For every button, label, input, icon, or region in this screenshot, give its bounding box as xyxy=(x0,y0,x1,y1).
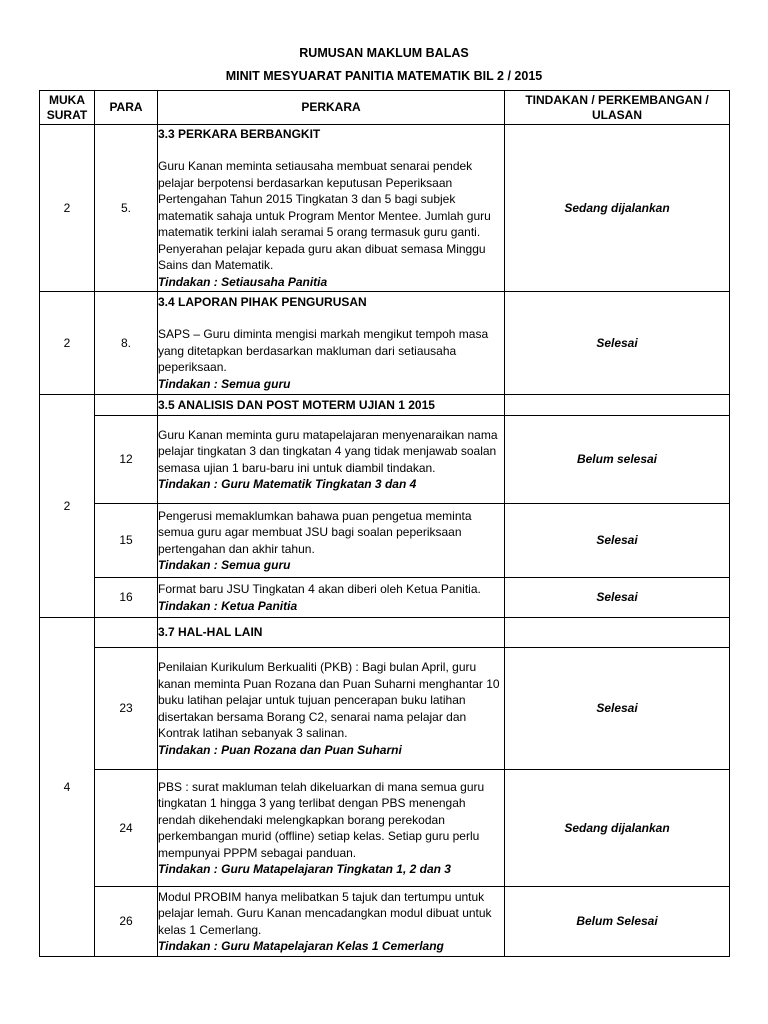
table-row xyxy=(40,770,730,887)
status-cell: Belum Selesai xyxy=(505,887,730,957)
muka-surat-cell: 2 xyxy=(40,395,95,618)
status-cell: Belum selesai xyxy=(505,416,730,504)
action-text: Tindakan : Guru Matematik Tingkatan 3 dan 4 xyxy=(158,477,417,491)
muka-surat-cell: 2 xyxy=(40,125,95,292)
para-cell: 8. xyxy=(95,292,158,395)
perkara-text: SAPS – Guru diminta mengisi markah mengikut tempoh masa yang ditetapkan berdasarkan makluman dari setiausaha peperiksaan. xyxy=(158,327,489,375)
perkara-text: Guru Kanan meminta setiausaha membuat senarai pendek pelajar berpotensi berdasarkan keputusan Peperiksaan Pertengahan Tahun 2015 Tingkatan 3 dan 5 bagi subjek matematik sahaja untuk Program Mentor Mentee. Jumlah guru matematik terkini ialah seramai 5 orang termasuk guru ganti. Penyerahan pelajar kepada guru akan dibuat semasa Minggu Sains dan Matematik. xyxy=(158,159,491,273)
para-cell: 12 xyxy=(95,416,158,504)
perkara-cell xyxy=(158,618,505,648)
para-cell: 15 xyxy=(95,504,158,578)
status-cell: Selesai xyxy=(505,504,730,578)
perkara-cell xyxy=(158,125,505,292)
para-cell-empty xyxy=(95,618,158,648)
muka-surat-cell: 4 xyxy=(40,618,95,957)
table-row xyxy=(40,648,730,770)
status-cell: Selesai xyxy=(505,292,730,395)
perkara-cell xyxy=(158,292,505,395)
table-row xyxy=(40,125,730,292)
document-subtitle: MINIT MESYUARAT PANITIA MATEMATIK BIL 2 / 2015 xyxy=(225,69,543,83)
para-cell: 5. xyxy=(95,125,158,292)
perkara-cell xyxy=(158,578,505,618)
para-cell: 16 xyxy=(95,578,158,618)
perkara-cell xyxy=(158,648,505,770)
status-cell: Sedang dijalankan xyxy=(505,770,730,887)
muka-surat-cell: 2 xyxy=(40,292,95,395)
table-row xyxy=(40,618,730,648)
table-row xyxy=(40,504,730,578)
status-cell: Selesai xyxy=(505,648,730,770)
perkara-text: Penilaian Kurikulum Berkualiti (PKB) : Bagi bulan April, guru kanan meminta Puan Rozana dan Puan Suharni menghantar 10 buku latihan pelajar untuk tujuan pencerapan buku latihan disertakan bersama Borang C2, senarai nama pelajar dan Kontrak latihan sebanyak 3 salinan. xyxy=(158,660,500,740)
perkara-cell xyxy=(158,416,505,504)
action-text: Tindakan : Puan Rozana dan Puan Suharni xyxy=(158,742,402,757)
para-cell: 24 xyxy=(95,770,158,887)
header-perkara: PERKARA xyxy=(158,91,505,125)
table-row xyxy=(40,395,730,416)
action-text: Tindakan : Guru Matapelajaran Kelas 1 Cemerlang xyxy=(158,939,444,953)
status-cell: Sedang dijalankan xyxy=(505,125,730,292)
action-text: Tindakan : Semua guru xyxy=(158,376,291,391)
perkara-cell xyxy=(158,395,505,416)
perkara-text: Modul PROBIM hanya melibatkan 5 tajuk dan tertumpu untuk pelajar lemah. Guru Kanan mencadangkan modul dibuat untuk kelas 1 Cemerlang. xyxy=(158,889,492,937)
section-heading: 3.4 LAPORAN PIHAK PENGURUSAN xyxy=(158,294,367,309)
table-row xyxy=(40,887,730,957)
para-cell: 23 xyxy=(95,648,158,770)
header-muka-surat: MUKA SURAT xyxy=(40,91,95,125)
perkara-cell xyxy=(158,504,505,578)
status-cell-empty xyxy=(505,618,730,648)
table-row xyxy=(40,416,730,504)
minutes-table xyxy=(39,90,730,957)
perkara-text: Pengerusi memaklumkan bahawa puan pengetua meminta semua guru agar membuat JSU bagi soalan peperiksaan pertengahan dan akhir tahun. xyxy=(158,508,472,556)
status-cell: Selesai xyxy=(505,578,730,618)
table-row xyxy=(40,578,730,618)
perkara-text: PBS : surat makluman telah dikeluarkan di mana semua guru tingkatan 1 hingga 3 yang terlibat dengan PBS menengah rendah dikehendaki melengkapkan borang perekodan perkembangan murid (offline) setiap kelas. Setiap guru perlu mempunyai PPPM sebagai panduan. xyxy=(158,779,485,860)
table-row xyxy=(40,292,730,395)
header-para: PARA xyxy=(95,91,158,125)
action-text: Tindakan : Ketua Panitia xyxy=(158,598,298,613)
action-text: Tindakan : Setiausaha Panitia xyxy=(158,274,328,289)
perkara-text: Guru Kanan meminta guru matapelajaran menyenaraikan nama pelajar tingkatan 3 dan tingkatan 4 yang tidak menjawab soalan semasa ujian 1 baru-baru ini untuk diambil tindakan. xyxy=(158,427,498,475)
section-heading: 3.3 PERKARA BERBANGKIT xyxy=(158,126,321,141)
section-heading: 3.7 HAL-HAL LAIN xyxy=(158,625,263,640)
table-header-row xyxy=(40,91,730,125)
action-text: Tindakan : Guru Matapelajaran Tingkatan 1, 2 dan 3 xyxy=(158,862,451,876)
document-title: RUMUSAN MAKLUM BALAS xyxy=(299,46,469,60)
para-cell-empty xyxy=(95,395,158,416)
action-text: Tindakan : Semua guru xyxy=(158,558,291,572)
perkara-cell xyxy=(158,770,505,887)
section-heading: 3.5 ANALISIS DAN POST MOTERM UJIAN 1 2015 xyxy=(158,397,435,412)
perkara-cell xyxy=(158,887,505,957)
header-tindakan: TINDAKAN / PERKEMBANGAN / ULASAN xyxy=(505,91,730,125)
perkara-text: Format baru JSU Tingkatan 4 akan diberi oleh Ketua Panitia. xyxy=(158,582,481,596)
para-cell: 26 xyxy=(95,887,158,957)
status-cell-empty xyxy=(505,395,730,416)
